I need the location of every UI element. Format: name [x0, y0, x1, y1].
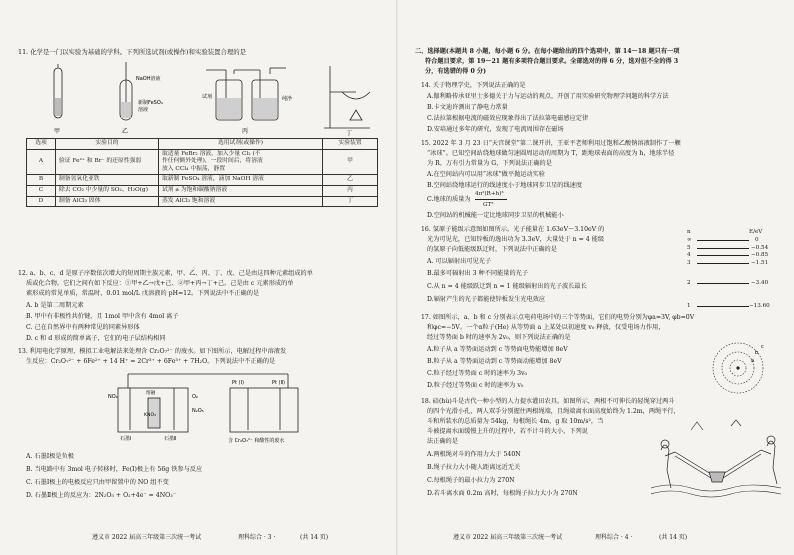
formula-denominator: GT² — [483, 202, 494, 208]
q12-line: 12. a、b、c、d 是原子序数依次增大的短周期主族元素，甲、乙、丙、丁、戊、己是由这四种元素组成的单 — [18, 270, 313, 277]
n2o5-label: N₂O₅ — [192, 408, 204, 414]
q15-line: 为 R，万有引力常量为 G，下列说法正确的是 — [427, 160, 552, 167]
row-goal: 验证 Fe²⁺ 和 Br⁻ 的还原性强弱 — [56, 149, 159, 175]
no2-label: NO₂ — [108, 394, 118, 400]
q17-line: 和φc=−5V。一个α粒子(He) 从等势面 a 上某处以初速度 v₀ 释放，仅受电场力作用， — [427, 324, 665, 331]
table-row — [27, 185, 378, 196]
pt1-label: Pt (Ⅰ) — [232, 380, 244, 386]
level-line — [697, 240, 749, 241]
q16-line: 的氢原子向低能级跃迁时，下列说法中正确的是 — [427, 246, 557, 253]
q13-line: 生反应：Cr₂O₇²⁻ + 6Fe²⁺ + 14 H⁺ = 2Cr³⁺ + 6Fe³⁺ + 7H₂O。下列说法中不正确的是 — [26, 358, 276, 365]
q15-line: “冰球”。已知空间站绕地球做匀速圆周运动的周期为 T，距地球表面的高度为 h，地球半径 — [427, 150, 675, 157]
q17-line: 经过等势面 b 时的速率为 2v₀，则下列说法正确的是 — [427, 334, 571, 341]
q17-line: 17. 如图所示，a、b 和 c 分别表示点电荷电场中的三个等势面，它们的电势分别为φa=3V, φb=0V — [421, 314, 695, 321]
footer-left-exam: 遵义市 2022 届高三年级第三次统一考试 — [92, 534, 202, 541]
table-row — [27, 149, 378, 175]
level-n: 5 — [687, 245, 691, 251]
q17-option-a: A.粒子从 a 等势面运动到 c 等势面电势能增加 8eV — [427, 346, 568, 353]
q16-line: 光为可见光，已知锌板的逸出功为 3.3eV，大量处于 n = 4 能级 — [427, 236, 605, 243]
reagent-a-label: 试剂 — [202, 94, 213, 100]
apparatus-yi — [120, 62, 132, 120]
apparatus-ding — [324, 66, 370, 128]
q15-option-a: A.在空间站内可以用“冰球”做平抛运动实验 — [427, 171, 545, 178]
formula-numerator: 4π²(R+h)³ — [475, 191, 504, 197]
stone2-label: 石墨Ⅱ — [164, 436, 177, 442]
q13-option-b: B. 当电路中有 3mol 电子转移时，Fe(Ⅰ)极上有 56g 铁参与反应 — [26, 466, 203, 473]
reagent-line: 放入 CCl₄ 中振荡，静置 — [162, 165, 226, 172]
q18-line: 斗和所装水的总质量为 54kg，每根绳长 4m，g 取 10m/s²，当 — [427, 418, 604, 425]
q13-option-c: C. 石墨Ⅰ极上的电极反应只由甲留置中的 NO 组不变 — [26, 479, 169, 486]
level-e: −0.54 — [751, 245, 769, 251]
q18-line: 18. 碚(hù)斗是古代一种小型的人力提水灌田农具。如图所示，两根不可伸长的轻绳穿过两斗 — [421, 398, 675, 405]
section-heading-line: 符合题目要求，第 19～21 题有多项符合题目要求。全部选对的得 6 分，选对但不全的得 3 — [425, 58, 679, 65]
q16-option-d: D.辐射产生的光子都能使锌板发生光电效应 — [427, 296, 546, 303]
label-yi: 乙 — [122, 128, 129, 135]
q11-options-table — [26, 138, 378, 207]
q15-option-c: C.地球的质量为 — [427, 196, 471, 203]
q16-option-c: C.从 n = 4 能级跃迁到 n = 1 能级辐射出的光子波长最长 — [427, 283, 587, 290]
q16-option-a: A. 可以辐射出可见光子 — [427, 258, 492, 265]
row-reagent: 取新制 FeSO₄ 溶液，滴加 NaOH 溶液 — [159, 175, 323, 186]
label-ding: 丁 — [346, 130, 353, 136]
row-goal: 除去 CO₂ 中少量的 SO₂、H₂O(g) — [56, 185, 159, 196]
level-e: 0 — [755, 237, 759, 243]
level-line — [697, 255, 749, 256]
reagent-line: 取适量 FeBr₂ 溶液，加入少量 Cl₂ (不 — [162, 150, 261, 157]
level-e: −0.85 — [751, 252, 769, 258]
q15-line: 15. 2022 年 3 月 23 日“天宫课堂”第二课开讲，王亚平老师利用过饱和乙酸钠溶液制作了一颗 — [421, 140, 681, 147]
right-page — [397, 0, 794, 555]
equipotential-label-b: b — [755, 350, 759, 356]
row-reagent — [159, 149, 323, 175]
row-option: B — [27, 175, 56, 186]
row-option: A — [27, 149, 56, 175]
footer-right-exam: 遵义市 2022 届高三年级第三次统一考试 — [453, 534, 563, 541]
q18-option-a: A.两根绳对斗的作用力大于 540N — [427, 451, 521, 458]
q13-option-a: A. 石墨Ⅰ极是负极 — [26, 453, 74, 460]
q14-option-b: B.卡文迪许测出了静电力常量 — [427, 104, 508, 111]
level-line — [697, 283, 749, 284]
q12-option-d: D. c 和 d 形成的简单离子，它们的电子层结构相同 — [26, 335, 166, 342]
footer-right-total: (共 14 页) — [659, 534, 688, 541]
level-line — [697, 248, 749, 249]
q18-line: 法正确的是 — [427, 438, 458, 445]
q14-stem: 14. 关于物理学史，下列说法正确的是 — [421, 82, 526, 89]
level-n: 1 — [687, 303, 691, 309]
equipotential-figure — [703, 340, 773, 396]
row-option: C — [27, 185, 56, 196]
q16-option-b: B.最多可辐射出 3 种不同能量的光子 — [427, 270, 529, 277]
header-reagent: 选用试剂(或操作) — [159, 139, 323, 150]
q11-stem: 11. 化学是一门以实验为基础的学科。下列所选试剂(或操作)和实验装置合理的是 — [18, 48, 247, 56]
apparatus-bing — [206, 68, 286, 120]
q17-option-c: C.粒子经过等势面 c 时的速率为 3v₀ — [427, 370, 528, 377]
row-option: D — [27, 196, 56, 207]
q11-apparatus-figure — [20, 58, 380, 136]
level-n: ∞ — [687, 237, 692, 243]
equipotential-label-a: a — [751, 358, 755, 364]
level-e: −1.51 — [751, 260, 769, 266]
kno3-label: KNO₃ — [144, 413, 156, 418]
concentrated-label: 纯净 — [282, 96, 293, 102]
q12-line: 质或化合物。它们之间有如下反应：①甲+乙→戊+己、②甲+丙→丁+己。己是由 c 元素形成的单 — [26, 280, 294, 287]
q17-option-b: B.粒子从 a 等势面运动到 c 等势面动能增加 8eV — [427, 358, 562, 365]
energy-level-diagram — [685, 228, 781, 312]
q13-electrolysis-figure — [108, 368, 308, 450]
row-device: 丙 — [323, 185, 378, 196]
q13-line: 13. 利用电化学原理，模拟工业电解法来处理含 Cr₂O₇²⁻ 的废水。如下图所示，电解过程中溶液发 — [18, 348, 287, 355]
q15-option-b: B.空间站绕地球运行的线速度小于地球同步卫星的线速度 — [427, 182, 583, 189]
o2-label: O₂ — [192, 394, 198, 400]
header-goal: 实验目的 — [56, 139, 159, 150]
q12-option-c: C. 己在自然界中有两种常见的同素异形体 — [26, 324, 140, 331]
footer-right-page: 理科综合 · 4 · — [595, 534, 633, 541]
q14-option-a: A.伽利略传承亚里士多德关于力与运动的观点，开创了用实验研究物理学问题的科学方法 — [427, 93, 669, 100]
naoh-label: NaOH溶液 — [136, 76, 161, 82]
level-e: −3.40 — [751, 280, 769, 286]
level-e-header: E/eV — [749, 229, 763, 235]
table-row — [27, 175, 378, 186]
q12-option-a: A. b 是第二周期元素 — [26, 302, 84, 309]
q13-option-d: D. 石墨Ⅱ极上的反应为：2N₂O₅ + O₂+4e⁻ = 4NO₃⁻ — [26, 492, 176, 499]
pt2-label: Pt (Ⅱ) — [272, 380, 285, 386]
q17-option-d: D.粒子经过等势面 c 时的速率为 v₀ — [427, 382, 524, 389]
row-device: 甲 — [323, 149, 378, 175]
feso4-label-2: 溶液 — [138, 107, 149, 113]
level-e: −13.60 — [749, 303, 770, 309]
q16-line: 16. 氢原子能级示意图如图所示。光子能量在 1.63eV～3.10eV 的 — [421, 226, 605, 233]
level-line — [697, 306, 749, 307]
stone1-label: 石墨Ⅰ — [120, 436, 132, 442]
row-device: 乙 — [323, 175, 378, 186]
q14-option-c: C.法拉第根据电流的磁效应现象得出了法拉第电磁感应定律 — [427, 115, 589, 122]
level-n: 4 — [687, 252, 691, 258]
q12-option-b: B. 甲中有非极性共价键，且 1mol 甲中含有 4mol 离子 — [26, 313, 179, 320]
footer-left-page: 理科综合 · 3 · — [238, 534, 276, 541]
row-device: 丁 — [323, 196, 378, 207]
row-goal: 制备 AlCl₃ 固体 — [56, 196, 159, 207]
q14-option-d: D.安培通过多年的研究，发现了电流周围存在磁场 — [427, 126, 564, 133]
section-heading-line: 分，有选错的得 0 分) — [425, 68, 487, 75]
q15-option-d: D.空间站的机械能一定比地球同步卫星的机械能小 — [427, 212, 564, 219]
row-goal: 制备氢氧化亚铁 — [56, 175, 159, 186]
apparatus-jia — [54, 64, 62, 118]
header-device: 实验装置 — [323, 139, 378, 150]
row-reagent: 试剂 a 为饱和碳酸钠溶液 — [159, 185, 323, 196]
q12-line: 素形成的常见单质，常温时，0.01 mol/L 戊溶液的 pH=12。下列说法中不正确的是 — [26, 290, 260, 297]
section-heading-line: 二、选择题(本题共 8 小题，每小题 6 分。在每小题给出的四个选项中，第 14～18 题只有一项 — [415, 48, 680, 55]
level-n: 3 — [687, 260, 691, 266]
caption-label: 含 Cr₂O₇²⁻ 和酸性的废水 — [228, 438, 285, 444]
q18-option-d: D.若斗离水面 0.2m 高时，每根绳子拉力大小为 270N — [427, 490, 578, 497]
q18-option-b: B.绳子拉力大小随人距离远近无关 — [427, 464, 521, 471]
salt-label: 熔融 — [146, 391, 156, 396]
q18-line: 斗被提离水面缓慢上升的过程中，若不计斗的大小，下列说 — [427, 428, 588, 435]
table-row — [27, 196, 378, 207]
q18-option-c: C.每根绳子的最小拉力为 270N — [427, 477, 515, 484]
q18-line: 的四个光滑小孔，两人双手分别握住两根绳端，且绳端离水面高度始终为 1.2m，两绳平行， — [427, 408, 680, 415]
level-n-header: n — [687, 229, 691, 235]
irrigation-bucket-illustration — [651, 416, 781, 504]
fraction-bar — [475, 199, 507, 200]
header-option: 选项 — [27, 139, 56, 150]
level-n: 2 — [687, 280, 691, 286]
feso4-label: 新制FeSO₄ — [138, 100, 163, 106]
table-header-row — [27, 139, 378, 150]
row-reagent: 蒸发 AlCl₃ 饱和溶液 — [159, 196, 323, 207]
level-line — [697, 263, 749, 264]
equipotential-label-c: c — [761, 344, 764, 350]
label-jia: 甲 — [54, 128, 61, 135]
label-bing: 丙 — [242, 128, 249, 135]
reagent-line: 作任何额外处理)，一段时间后，将溶液 — [162, 158, 263, 165]
footer-left-total: (共 14 页) — [300, 534, 329, 541]
